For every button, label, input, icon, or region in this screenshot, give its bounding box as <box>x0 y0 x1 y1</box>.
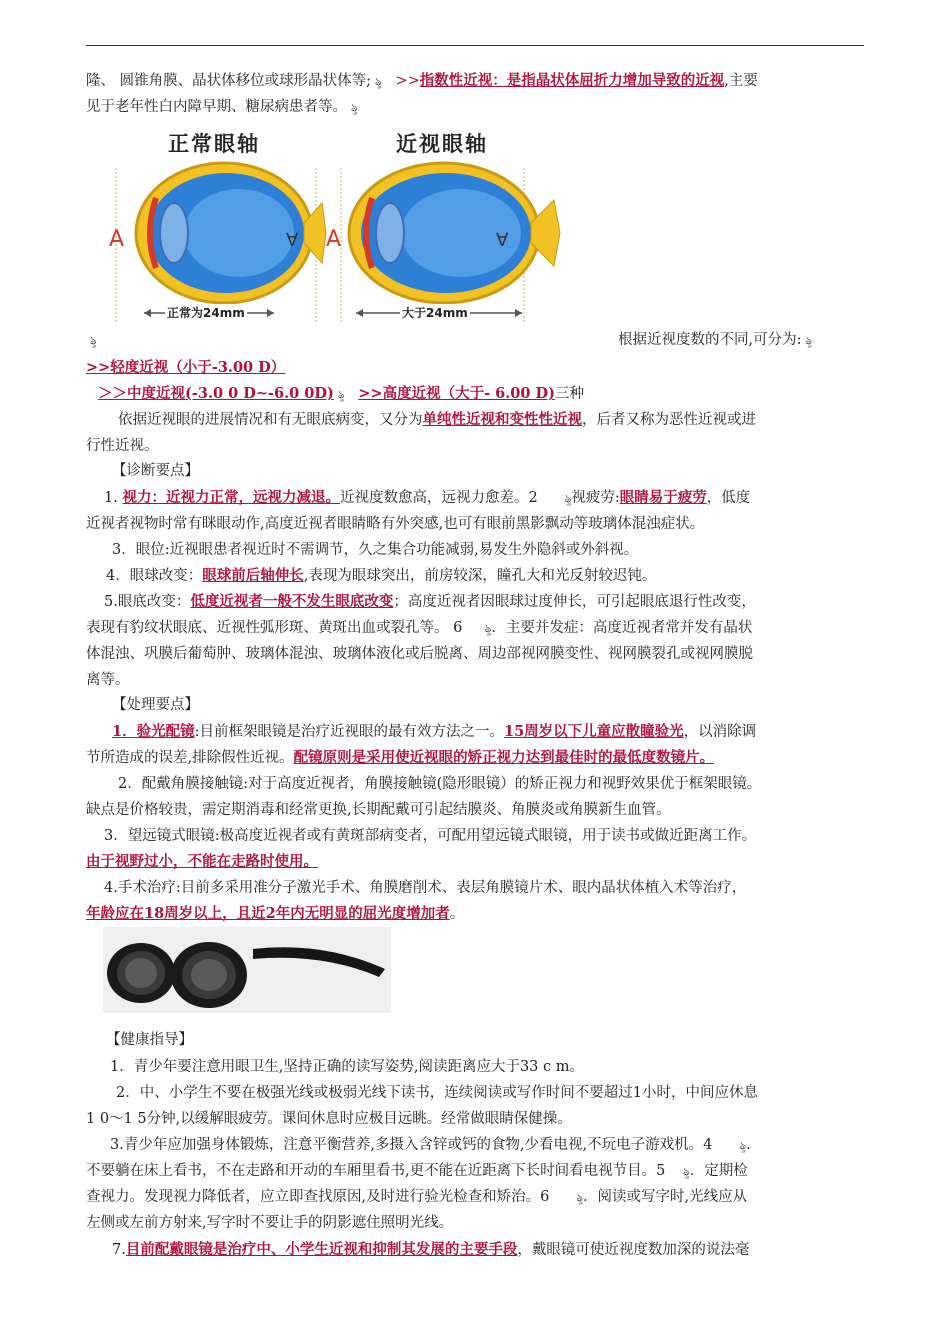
text-line <box>86 1161 748 1182</box>
text: 4．眼球改变： <box>106 568 203 584</box>
text-line <box>106 566 656 586</box>
text-line <box>86 436 159 456</box>
myopia-eye-diagram <box>326 128 566 328</box>
text-line <box>104 592 756 612</box>
text-line <box>112 1240 749 1260</box>
text-line <box>86 1187 747 1208</box>
text: ，低度 <box>706 490 751 506</box>
text: ，以消除调 <box>683 724 757 740</box>
text: 5.眼底改变： <box>104 594 191 610</box>
text: ．阅读或写字时,光线应从 <box>583 1189 748 1205</box>
text: 2．中、小学生不要在极强光线或极弱光线下读书，连续阅读或写作时间不要超过1小时，中间应休息 <box>116 1085 758 1101</box>
section-heading <box>112 461 199 481</box>
myopia-eye-title: 近视眼轴 <box>396 132 488 156</box>
highlight-text: 由于视野过小，不能在走路时使用。 <box>86 853 318 870</box>
text: 行性近视。 <box>86 438 159 454</box>
para-mark: ৡ <box>375 75 382 88</box>
highlight-text: 年龄应在18周岁以上，且近2年内无明显的屈光度增加者 <box>86 905 450 922</box>
para-mark: ৡ <box>351 101 358 114</box>
text: 【诊断要点】 <box>112 463 199 479</box>
highlight-text: 眼睛易于疲劳 <box>619 489 707 506</box>
header-rule <box>86 45 864 46</box>
text: ，后者又称为恶性近视或进 <box>582 412 756 428</box>
text-line <box>86 330 97 351</box>
para-mark: ৡ <box>564 492 572 505</box>
highlight-text: 视力：近视力正常，远视力减退。 <box>122 489 340 506</box>
text: 3．望远镜式眼镜:极高度近视者或有黄斑部病变者，可配用望远镜式眼镜，用于读书或做近距离工作。 <box>104 828 757 844</box>
text-line <box>86 748 714 768</box>
text-line <box>618 330 812 351</box>
text: ,表现为眼球突出，前房较深，瞳孔大和光反射较迟钝。 <box>303 568 657 584</box>
text: 不要躺在床上看书，不在走路和开动的车厢里看书,更不能在近距离下长时间看电视节目。5 <box>86 1163 666 1179</box>
section-heading <box>112 695 199 715</box>
highlight-text: 1．验光配镜 <box>112 723 195 740</box>
text: 。 <box>449 906 465 922</box>
point-a-label: A <box>109 227 125 252</box>
highlight-text: 15周岁以下儿童应散瞳验光 <box>503 723 684 740</box>
text-line <box>98 384 584 405</box>
highlight-text: 单纯性近视和变性性近视 <box>422 411 582 428</box>
text-line <box>112 540 638 560</box>
text: 3．眼位:近视眼患者视近时不需调节，久之集合功能减弱,易发生外隐斜或外斜视。 <box>112 542 639 558</box>
text: 7. <box>112 1242 126 1258</box>
highlight-text: 配镜原则是采用使近视眼的矫正视力达到最佳时的最低度数镜片。 <box>293 749 715 766</box>
text: 2．配戴角膜接触镜:对于高度近视者，角膜接触镜(隐形眼镜）的矫正视力和视野效果优于框架眼镜。 <box>118 776 762 792</box>
text: 见于老年性白内障早期、糖尿病患者等。 <box>86 99 347 115</box>
text-line <box>104 488 750 509</box>
text-line <box>86 852 318 872</box>
highlight-text: >>高度近视（大于- 6.00 D) <box>358 385 555 402</box>
text: 4.手术治疗:目前多采用准分子激光手术、角膜磨削术、表层角膜镜片术、眼内晶状体植入术等治疗， <box>104 880 747 896</box>
text: ．定期检 <box>689 1163 748 1179</box>
text-line <box>86 670 130 690</box>
normal-eye-diagram <box>104 128 329 328</box>
text: 【处理要点】 <box>112 697 199 713</box>
text: 近视度数愈高，远视力愈差。2 <box>339 490 538 506</box>
text: 近视者视物时常有眯眼动作,高度近视者眼睛略有外突感,也可有眼前黑影飘动等玻璃体混浊症状。 <box>86 516 705 532</box>
para-mark: ৡ <box>683 1165 690 1178</box>
text: 3.青少年应加强身体锻炼，注意平衡营养,多摄入含锌或钙的食物,少看电视,不玩电子游戏机。4 <box>110 1137 713 1153</box>
section-heading <box>106 1030 193 1050</box>
highlight-text: 低度近视者一般不发生眼底改变 <box>190 593 394 610</box>
text: ．主要并发症：高度近视者常并发有晶状 <box>491 620 753 636</box>
text-line <box>86 1213 453 1233</box>
para-mark: ৡ <box>90 334 97 347</box>
text-line <box>86 800 671 820</box>
highlight-text: 指数性近视：是指晶状体屈折力增加导致的近视 <box>419 72 725 89</box>
text-line: 3.青少年应加强身体锻炼，注意平衡营养,多摄入含锌或钙的食物,少看电视,不玩电子游戏机。4 ৡ. <box>110 1137 751 1153</box>
text-line <box>118 410 756 430</box>
text-line <box>86 1109 572 1129</box>
text: 隆、 圆锥角膜、晶状体移位或球形晶状体等; <box>86 73 371 89</box>
text: :目前框架眼镜是治疗近视眼的最有效方法之一。 <box>194 724 504 740</box>
text: 查视力。发现视力降低者，应立即查找原因,及时进行验光检查和矫治。6 <box>86 1189 550 1205</box>
text-line <box>118 774 761 794</box>
normal-eye-title: 正常眼轴 <box>168 132 260 156</box>
text-line <box>110 1057 584 1077</box>
text: 左侧或左前方射来,写字时不要让手的阴影遮住照明光线。 <box>86 1215 454 1231</box>
text-line <box>104 878 746 898</box>
svg-text:∀: ∀ <box>286 230 299 251</box>
text: 【健康指导】 <box>106 1032 193 1048</box>
text-line <box>86 644 753 664</box>
para-mark: ৡ <box>484 622 492 635</box>
text-line <box>86 358 285 378</box>
text-line <box>112 722 756 742</box>
text: 节所造成的误差,排除假性近视。 <box>86 750 294 766</box>
arrow-marker: >> <box>395 73 420 89</box>
text: 依据近视眼的进展情况和有无眼底病变，又分为 <box>118 412 423 428</box>
text: 视疲劳: <box>571 490 620 506</box>
text-line <box>86 97 358 118</box>
text: ,主要 <box>724 73 758 89</box>
text: ，戴眼镜可使近视度数加深的说法毫 <box>517 1242 750 1258</box>
highlight-text: >>轻度近视（小于-3.00 D） <box>86 359 286 376</box>
text-line <box>86 514 704 534</box>
text-line <box>104 826 756 846</box>
text: 根据近视度数的不同,可分为: <box>618 332 802 348</box>
text: 缺点是价格较贵，需定期消毒和经常更换,长期配戴可引起结膜炎、角膜炎或角膜新生血管。 <box>86 802 671 818</box>
text: 1 0～1 5分钟,以缓解眼疲劳。课间休息时应极目远眺。经常做眼睛保健操。 <box>86 1111 572 1127</box>
text-line <box>86 904 464 924</box>
text-line <box>116 1083 758 1103</box>
para-mark: ৡ <box>576 1191 584 1204</box>
para-mark: ৡ <box>739 1139 747 1152</box>
text: 体混浊、巩膜后葡萄肿、玻璃体混浊、玻璃体液化或后脱离、周边部视网膜变性、视网膜裂孔或视网膜脱 <box>86 646 753 662</box>
myopia-length-label: 大于24mm <box>402 306 468 320</box>
text: 1．青少年要注意用眼卫生,坚持正确的读写姿势,阅读距离应大于33 c m。 <box>110 1059 584 1075</box>
para-mark: ৡ <box>805 334 813 347</box>
text: 1. <box>104 490 118 506</box>
text: 离等。 <box>86 672 130 688</box>
normal-length-label: 正常为24mm <box>167 306 245 320</box>
svg-text:A: A <box>326 227 342 252</box>
text: 表现有豹纹状眼底、近视性弧形斑、黄斑出血或裂孔等。 6 <box>86 620 463 636</box>
highlight-text: 眼球前后轴伸长 <box>202 567 304 584</box>
text-line <box>86 618 752 639</box>
text: 三种 <box>554 386 584 402</box>
para-mark: ৡ <box>337 388 345 401</box>
text-line <box>86 71 758 92</box>
text: ；高度近视者因眼球过度伸长，可引起眼底退行性改变， <box>393 594 756 610</box>
svg-text:∀: ∀ <box>496 230 509 251</box>
telescope-glasses-image <box>103 927 391 1013</box>
highlight-text: ＞＞中度近视(-3.0 0 D~-6.0 0D) <box>98 385 334 402</box>
highlight-text: 目前配戴眼镜是治疗中、小学生近视和抑制其发展的主要手段 <box>125 1241 518 1258</box>
